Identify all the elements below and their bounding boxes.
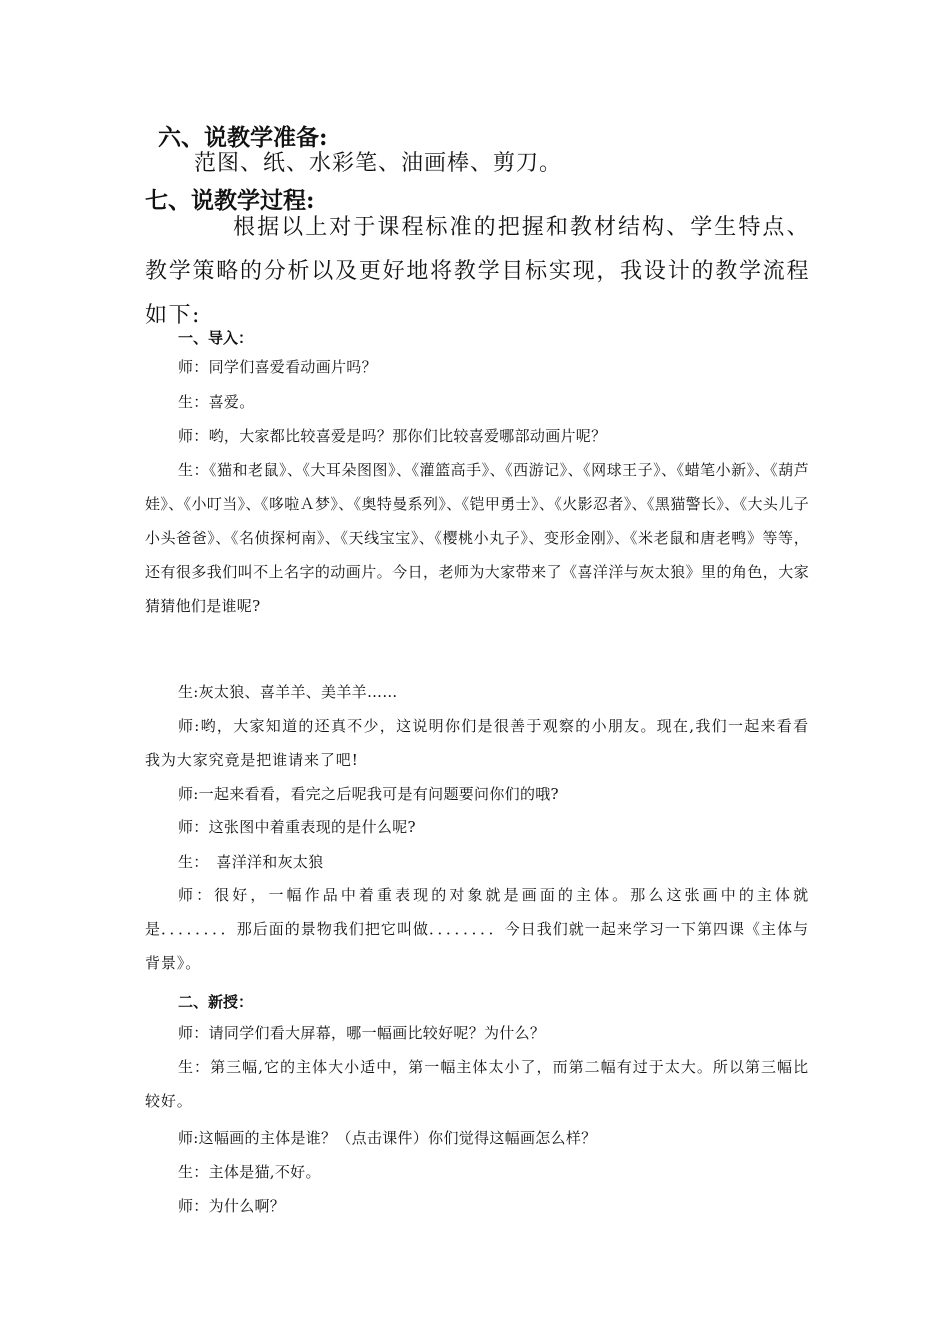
dialogue-line: 生：喜爱。 [178, 393, 255, 411]
dialogue-line: 师:这幅画的主体是谁？（点击课件）你们觉得这幅画怎么样？ [178, 1129, 597, 1147]
dialogue-line: 师：请同学们看大屏幕，哪一幅画比较好呢？为什么？ [178, 1024, 546, 1042]
dialogue-line: 师：同学们喜爱看动画片吗？ [178, 358, 377, 376]
dialogue-line: 师：这张图中着重表现的是什么呢? [178, 818, 416, 836]
dialogue-line: 师:一起来看看，看完之后呢我可是有问题要问你们的哦? [178, 785, 559, 803]
dialogue-line: 师:哟，大家知道的还真不少，这说明你们是很善于观察的小朋友。现在,我们一起来看看我为大家究竟是把谁请来了吧! [145, 717, 809, 769]
dialogue-line: 生：主体是猫,不好。 [178, 1163, 321, 1181]
dialogue-line: 师：很好，一幅作品中着重表现的对象就是画面的主体。那么这张画中的主体就是．．．．．．．．那后面的景物我们把它叫做．．．．．．．．今日我们就一起来学习一下第四课《主体与背景》。 [145, 886, 809, 972]
dialogue-line: 生：《猫和老鼠》、《大耳朵图图》、《灌篮高手》、《西游记》、《网球王子》、《蜡笔小新》、《葫芦娃》、《小叮当》、《哆啦Ａ梦》、《奥特曼系列》、《铠甲勇士》、《火影忍者》、《黑猫警长》、《大头儿子小头爸爸》、《名侦探柯南》、《天线宝宝》、《樱桃小丸子》、变形金刚》、《米老鼠和唐老鸭》等等，还有很多我们叫不上名字的动画片。今日，老师为大家带来了《喜洋洋与灰太狼》里的角色，大家猜猜他们是谁呢? [145, 461, 809, 615]
dialogue-line: 生：第三幅,它的主体大小适中，第一幅主体太小了，而第二幅有过于太大。所以第三幅比较好。 [145, 1058, 809, 1110]
dialogue-line: 生： 喜洋洋和灰太狼 [178, 853, 324, 871]
process-intro-paragraph: 根据以上对于课程标准的把握和教材结构、学生特点、教学策略的分析以及更好地将教学目标实现，我设计的教学流程如下: [145, 215, 810, 328]
dialogue-line: 生:灰太狼、喜羊羊、美羊羊…… [178, 683, 398, 701]
subheading-introduction: 一、导入： [178, 329, 254, 347]
subheading-new-lesson: 二、新授： [178, 993, 254, 1011]
section-heading-preparation: 六、说教学准备: [158, 124, 328, 151]
preparation-items: 范图、纸、水彩笔、油画棒、剪刀。 [194, 151, 563, 176]
dialogue-line: 师：哟，大家都比较喜爱是吗？那你们比较喜爱哪部动画片呢？ [178, 427, 607, 445]
section-heading-process: 七、说教学过程: [145, 187, 315, 214]
dialogue-line: 师：为什么啊？ [178, 1197, 286, 1215]
